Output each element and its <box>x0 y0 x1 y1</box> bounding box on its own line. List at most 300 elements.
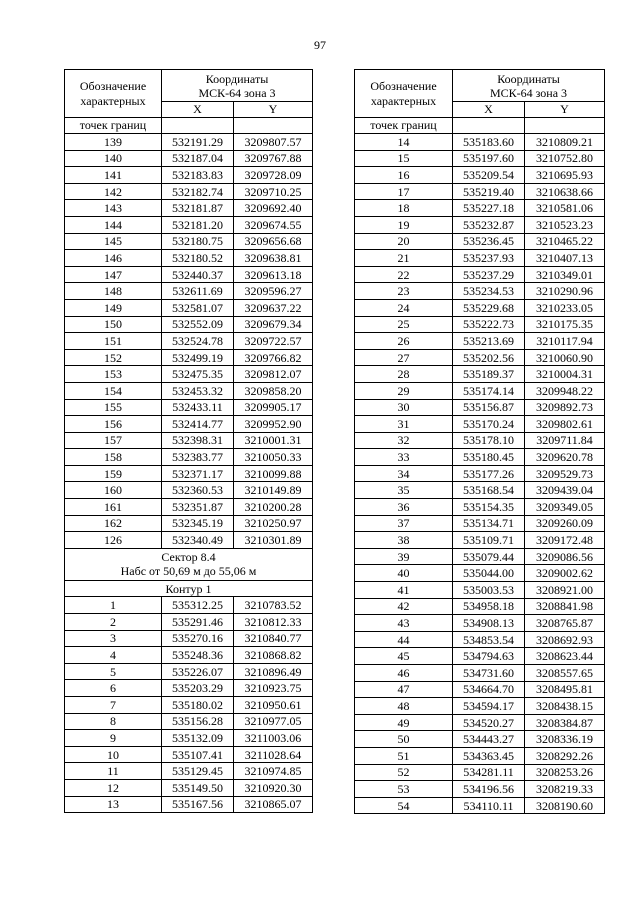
table-row <box>355 382 605 399</box>
table-row <box>355 598 605 615</box>
x-coordinate: 535232.87 <box>453 216 525 233</box>
point-id: 48 <box>355 698 453 715</box>
coordinates-table-right <box>354 69 605 814</box>
table-row <box>355 731 605 748</box>
y-coordinate: 3210200.28 <box>234 499 313 516</box>
table-row <box>355 548 605 565</box>
table-row <box>65 515 313 532</box>
point-id: 161 <box>65 499 162 516</box>
point-id: 160 <box>65 482 162 499</box>
x-coordinate: 535237.93 <box>453 250 525 267</box>
y-coordinate: 3210407.13 <box>525 250 605 267</box>
point-id: 162 <box>65 515 162 532</box>
table-row <box>355 167 605 184</box>
table-row <box>355 399 605 416</box>
y-coordinate: 3209349.05 <box>525 499 605 516</box>
x-coordinate: 535178.10 <box>453 432 525 449</box>
y-coordinate: 3210233.05 <box>525 299 605 316</box>
point-id: 149 <box>65 299 162 316</box>
table-row <box>355 747 605 764</box>
point-id: 52 <box>355 764 453 781</box>
point-id: 1 <box>65 597 162 614</box>
point-id: 30 <box>355 399 453 416</box>
x-coordinate: 532345.19 <box>162 515 234 532</box>
y-coordinate: 3209905.17 <box>234 399 313 416</box>
table-row <box>355 698 605 715</box>
y-coordinate: 3209260.09 <box>525 515 605 532</box>
x-coordinate: 532383.77 <box>162 449 234 466</box>
table-row <box>65 349 313 366</box>
x-coordinate: 532371.17 <box>162 465 234 482</box>
point-id: 157 <box>65 432 162 449</box>
y-coordinate: 3209692.40 <box>234 200 313 217</box>
point-id: 7 <box>65 697 162 714</box>
point-id: 49 <box>355 714 453 731</box>
table-row <box>355 565 605 582</box>
y-coordinate: 3211003.06 <box>234 730 313 747</box>
point-id: 28 <box>355 366 453 383</box>
y-coordinate: 3211028.64 <box>234 746 313 763</box>
x-coordinate: 532182.74 <box>162 183 234 200</box>
x-coordinate: 532183.83 <box>162 167 234 184</box>
y-coordinate: 3210060.90 <box>525 349 605 366</box>
y-coordinate: 3210175.35 <box>525 316 605 333</box>
x-coordinate: 535291.46 <box>162 614 234 631</box>
table-row <box>355 233 605 250</box>
x-coordinate: 534196.56 <box>453 781 525 798</box>
table-row <box>355 449 605 466</box>
table-row <box>355 183 605 200</box>
x-coordinate: 535236.45 <box>453 233 525 250</box>
y-coordinate: 3210809.21 <box>525 134 605 151</box>
left-rows-part1 <box>65 134 313 549</box>
x-coordinate: 535107.41 <box>162 746 234 763</box>
table-row <box>65 614 313 631</box>
y-header: Y <box>525 102 605 118</box>
table-row <box>355 200 605 217</box>
table-row <box>355 499 605 516</box>
point-id: 31 <box>355 416 453 433</box>
x-coordinate: 535134.71 <box>453 515 525 532</box>
x-coordinate: 535183.60 <box>453 134 525 151</box>
y-coordinate: 3209802.61 <box>525 416 605 433</box>
x-coordinate: 535079.44 <box>453 548 525 565</box>
y-coordinate: 3208623.44 <box>525 648 605 665</box>
table-row <box>65 746 313 763</box>
table-row <box>355 299 605 316</box>
point-id: 51 <box>355 747 453 764</box>
table-row <box>355 349 605 366</box>
sector-range: Набс от 50,69 м до 55,06 м <box>120 564 257 579</box>
y-coordinate: 3208557.65 <box>525 665 605 682</box>
point-id: 22 <box>355 266 453 283</box>
table-row <box>355 515 605 532</box>
point-id: 42 <box>355 598 453 615</box>
table-row <box>355 216 605 233</box>
y-coordinate: 3209952.90 <box>234 416 313 433</box>
x-coordinate: 535109.71 <box>453 532 525 549</box>
x-header: X <box>162 102 234 118</box>
point-id: 144 <box>65 216 162 233</box>
point-id: 53 <box>355 781 453 798</box>
point-id: 152 <box>65 349 162 366</box>
table-row <box>355 764 605 781</box>
table-row <box>65 134 313 151</box>
table-row <box>65 333 313 350</box>
x-coordinate: 534110.11 <box>453 797 525 814</box>
x-coordinate: 535237.29 <box>453 266 525 283</box>
table-row <box>355 615 605 632</box>
x-coordinate: 535129.45 <box>162 763 234 780</box>
point-id: 3 <box>65 630 162 647</box>
x-coordinate: 535270.16 <box>162 630 234 647</box>
table-row <box>355 432 605 449</box>
point-id: 34 <box>355 465 453 482</box>
point-id: 5 <box>65 663 162 680</box>
table-row <box>65 167 313 184</box>
x-coordinate: 534731.60 <box>453 665 525 682</box>
y-coordinate: 3209767.88 <box>234 150 313 167</box>
x-coordinate: 532499.19 <box>162 349 234 366</box>
sector-section <box>65 548 313 597</box>
point-id: 18 <box>355 200 453 217</box>
point-id: 150 <box>65 316 162 333</box>
table-row <box>65 763 313 780</box>
y-coordinate: 3210050.33 <box>234 449 313 466</box>
y-header: Y <box>234 102 313 118</box>
table-row <box>65 233 313 250</box>
point-id: 17 <box>355 183 453 200</box>
table-row <box>65 382 313 399</box>
y-coordinate: 3208292.26 <box>525 747 605 764</box>
point-id: 13 <box>65 796 162 813</box>
designation-header: Обозначение характерных <box>355 70 453 118</box>
point-id: 8 <box>65 713 162 730</box>
x-coordinate: 534363.45 <box>453 747 525 764</box>
x-coordinate: 532340.49 <box>162 532 234 549</box>
point-id: 154 <box>65 382 162 399</box>
table-row <box>355 366 605 383</box>
point-id: 38 <box>355 532 453 549</box>
x-coordinate: 532552.09 <box>162 316 234 333</box>
y-coordinate: 3210004.31 <box>525 366 605 383</box>
table-row <box>65 779 313 796</box>
table-row <box>355 250 605 267</box>
table-row <box>65 663 313 680</box>
y-coordinate: 3210149.89 <box>234 482 313 499</box>
point-id: 142 <box>65 183 162 200</box>
x-coordinate: 532433.11 <box>162 399 234 416</box>
y-coordinate: 3208495.81 <box>525 681 605 698</box>
point-id: 50 <box>355 731 453 748</box>
point-id: 23 <box>355 283 453 300</box>
x-coordinate: 532187.04 <box>162 150 234 167</box>
y-coordinate: 3208219.33 <box>525 781 605 798</box>
point-id: 14 <box>355 134 453 151</box>
designation-header-last-line: точек границ <box>355 118 453 134</box>
x-coordinate: 535203.29 <box>162 680 234 697</box>
x-header: X <box>453 102 525 118</box>
x-coordinate: 532581.07 <box>162 299 234 316</box>
table-row <box>355 714 605 731</box>
x-coordinate: 532181.87 <box>162 200 234 217</box>
x-coordinate: 534794.63 <box>453 648 525 665</box>
y-coordinate: 3209812.07 <box>234 366 313 383</box>
y-coordinate: 3209711.84 <box>525 432 605 449</box>
table-row <box>65 316 313 333</box>
point-id: 12 <box>65 779 162 796</box>
y-coordinate: 3210250.97 <box>234 515 313 532</box>
table-row <box>65 416 313 433</box>
point-id: 39 <box>355 548 453 565</box>
table-row <box>355 482 605 499</box>
x-coordinate: 535156.28 <box>162 713 234 730</box>
y-coordinate: 3209613.18 <box>234 266 313 283</box>
point-id: 140 <box>65 150 162 167</box>
table-row <box>355 266 605 283</box>
y-coordinate: 3209620.78 <box>525 449 605 466</box>
coordinates-header: Координаты МСК-64 зона 3 <box>453 70 605 102</box>
table-row <box>355 333 605 350</box>
point-id: 36 <box>355 499 453 516</box>
coordinates-header: Координаты МСК-64 зона 3 <box>162 70 313 102</box>
contour-title: Контур 1 <box>65 580 313 597</box>
x-coordinate: 532360.53 <box>162 482 234 499</box>
table-row <box>65 697 313 714</box>
y-coordinate: 3208841.98 <box>525 598 605 615</box>
y-coordinate: 3210920.30 <box>234 779 313 796</box>
table-row <box>65 597 313 614</box>
table-row <box>65 499 313 516</box>
x-coordinate: 535189.37 <box>453 366 525 383</box>
y-coordinate: 3210974.85 <box>234 763 313 780</box>
y-coordinate: 3209656.68 <box>234 233 313 250</box>
x-coordinate: 532398.31 <box>162 432 234 449</box>
y-coordinate: 3210923.75 <box>234 680 313 697</box>
x-coordinate: 535132.09 <box>162 730 234 747</box>
table-row <box>355 532 605 549</box>
point-id: 45 <box>355 648 453 665</box>
point-id: 44 <box>355 631 453 648</box>
x-coordinate: 535044.00 <box>453 565 525 582</box>
x-coordinate: 534908.13 <box>453 615 525 632</box>
y-coordinate: 3210301.89 <box>234 532 313 549</box>
point-id: 11 <box>65 763 162 780</box>
point-id: 9 <box>65 730 162 747</box>
x-coordinate: 532191.29 <box>162 134 234 151</box>
x-coordinate: 535227.18 <box>453 200 525 217</box>
x-coordinate: 535209.54 <box>453 167 525 184</box>
x-coordinate: 535156.87 <box>453 399 525 416</box>
y-coordinate: 3209722.57 <box>234 333 313 350</box>
point-id: 47 <box>355 681 453 698</box>
table-row <box>355 797 605 814</box>
y-coordinate: 3208692.93 <box>525 631 605 648</box>
point-id: 4 <box>65 647 162 664</box>
point-id: 32 <box>355 432 453 449</box>
x-coordinate: 532453.32 <box>162 382 234 399</box>
y-coordinate: 3208190.60 <box>525 797 605 814</box>
x-coordinate: 532414.77 <box>162 416 234 433</box>
x-coordinate: 535197.60 <box>453 150 525 167</box>
y-coordinate: 3209439.04 <box>525 482 605 499</box>
x-coordinate: 535154.35 <box>453 499 525 516</box>
point-id: 2 <box>65 614 162 631</box>
table-row <box>355 150 605 167</box>
point-id: 141 <box>65 167 162 184</box>
y-coordinate: 3210840.77 <box>234 630 313 647</box>
point-id: 6 <box>65 680 162 697</box>
point-id: 27 <box>355 349 453 366</box>
x-coordinate: 535180.45 <box>453 449 525 466</box>
point-id: 145 <box>65 233 162 250</box>
x-coordinate: 535213.69 <box>453 333 525 350</box>
point-id: 37 <box>355 515 453 532</box>
y-coordinate: 3208765.87 <box>525 615 605 632</box>
y-coordinate: 3210349.01 <box>525 266 605 283</box>
point-id: 26 <box>355 333 453 350</box>
point-id: 40 <box>355 565 453 582</box>
x-coordinate: 535219.40 <box>453 183 525 200</box>
y-coordinate: 3210117.94 <box>525 333 605 350</box>
designation-header: Обозначение характерных <box>65 70 162 118</box>
y-coordinate: 3208921.00 <box>525 582 605 599</box>
x-coordinate: 535202.56 <box>453 349 525 366</box>
point-id: 16 <box>355 167 453 184</box>
table-row <box>355 283 605 300</box>
x-coordinate: 532181.20 <box>162 216 234 233</box>
table-row <box>65 366 313 383</box>
table-row <box>65 283 313 300</box>
table-row <box>355 582 605 599</box>
point-id: 43 <box>355 615 453 632</box>
table-row <box>65 299 313 316</box>
y-coordinate: 3209948.22 <box>525 382 605 399</box>
x-coordinate: 535312.25 <box>162 597 234 614</box>
table-header <box>355 70 605 134</box>
x-coordinate: 535222.73 <box>453 316 525 333</box>
y-coordinate: 3209892.73 <box>525 399 605 416</box>
point-id: 54 <box>355 797 453 814</box>
y-coordinate: 3209596.27 <box>234 283 313 300</box>
y-coordinate: 3210099.88 <box>234 465 313 482</box>
x-coordinate: 534853.54 <box>453 631 525 648</box>
y-coordinate: 3209637.22 <box>234 299 313 316</box>
table-row <box>355 134 605 151</box>
table-row <box>65 399 313 416</box>
table-row <box>355 681 605 698</box>
table-row <box>65 150 313 167</box>
x-coordinate: 535177.26 <box>453 465 525 482</box>
y-coordinate: 3210783.52 <box>234 597 313 614</box>
y-coordinate: 3209807.57 <box>234 134 313 151</box>
y-coordinate: 3210695.93 <box>525 167 605 184</box>
y-coordinate: 3209172.48 <box>525 532 605 549</box>
x-coordinate: 534443.27 <box>453 731 525 748</box>
point-id: 10 <box>65 746 162 763</box>
table-row <box>65 465 313 482</box>
y-coordinate: 3208253.26 <box>525 764 605 781</box>
x-coordinate: 535226.07 <box>162 663 234 680</box>
y-coordinate: 3209679.34 <box>234 316 313 333</box>
x-coordinate: 535167.56 <box>162 796 234 813</box>
point-id: 159 <box>65 465 162 482</box>
table-row <box>65 532 313 549</box>
y-coordinate: 3209728.09 <box>234 167 313 184</box>
point-id: 151 <box>65 333 162 350</box>
y-coordinate: 3210896.49 <box>234 663 313 680</box>
point-id: 155 <box>65 399 162 416</box>
y-coordinate: 3210950.61 <box>234 697 313 714</box>
point-id: 147 <box>65 266 162 283</box>
x-coordinate: 535234.53 <box>453 283 525 300</box>
y-coordinate: 3209002.62 <box>525 565 605 582</box>
table-row <box>355 781 605 798</box>
point-id: 21 <box>355 250 453 267</box>
point-id: 24 <box>355 299 453 316</box>
point-id: 25 <box>355 316 453 333</box>
x-coordinate: 535174.14 <box>453 382 525 399</box>
table-row <box>65 482 313 499</box>
y-coordinate: 3209766.82 <box>234 349 313 366</box>
x-coordinate: 532524.78 <box>162 333 234 350</box>
designation-header-last-line: точек границ <box>65 118 162 134</box>
table-row <box>65 432 313 449</box>
point-id: 29 <box>355 382 453 399</box>
sector-title: Сектор 8.4 <box>161 550 216 565</box>
y-coordinate: 3209638.81 <box>234 250 313 267</box>
sector-header <box>65 548 313 580</box>
x-coordinate: 532180.52 <box>162 250 234 267</box>
point-id: 146 <box>65 250 162 267</box>
x-coordinate: 535248.36 <box>162 647 234 664</box>
x-coordinate: 535170.24 <box>453 416 525 433</box>
table-row <box>65 216 313 233</box>
point-id: 156 <box>65 416 162 433</box>
table-row <box>355 416 605 433</box>
x-coordinate: 535229.68 <box>453 299 525 316</box>
right-rows <box>355 134 605 814</box>
x-coordinate: 532351.87 <box>162 499 234 516</box>
table-row <box>355 465 605 482</box>
y-coordinate: 3210001.31 <box>234 432 313 449</box>
x-coordinate: 534520.27 <box>453 714 525 731</box>
y-coordinate: 3209086.56 <box>525 548 605 565</box>
left-rows-part2 <box>65 597 313 813</box>
point-id: 20 <box>355 233 453 250</box>
table-row <box>65 183 313 200</box>
point-id: 153 <box>65 366 162 383</box>
table-row <box>355 648 605 665</box>
x-coordinate: 535149.50 <box>162 779 234 796</box>
table-row <box>65 630 313 647</box>
table-row <box>65 730 313 747</box>
y-coordinate: 3210868.82 <box>234 647 313 664</box>
table-row <box>65 250 313 267</box>
y-coordinate: 3210812.33 <box>234 614 313 631</box>
x-coordinate: 535180.02 <box>162 697 234 714</box>
y-coordinate: 3210465.22 <box>525 233 605 250</box>
x-coordinate: 532180.75 <box>162 233 234 250</box>
point-id: 143 <box>65 200 162 217</box>
y-coordinate: 3209710.25 <box>234 183 313 200</box>
table-row <box>65 713 313 730</box>
point-id: 126 <box>65 532 162 549</box>
y-coordinate: 3210638.66 <box>525 183 605 200</box>
x-coordinate: 534281.11 <box>453 764 525 781</box>
coordinates-table-left <box>64 69 313 813</box>
table-row <box>65 680 313 697</box>
